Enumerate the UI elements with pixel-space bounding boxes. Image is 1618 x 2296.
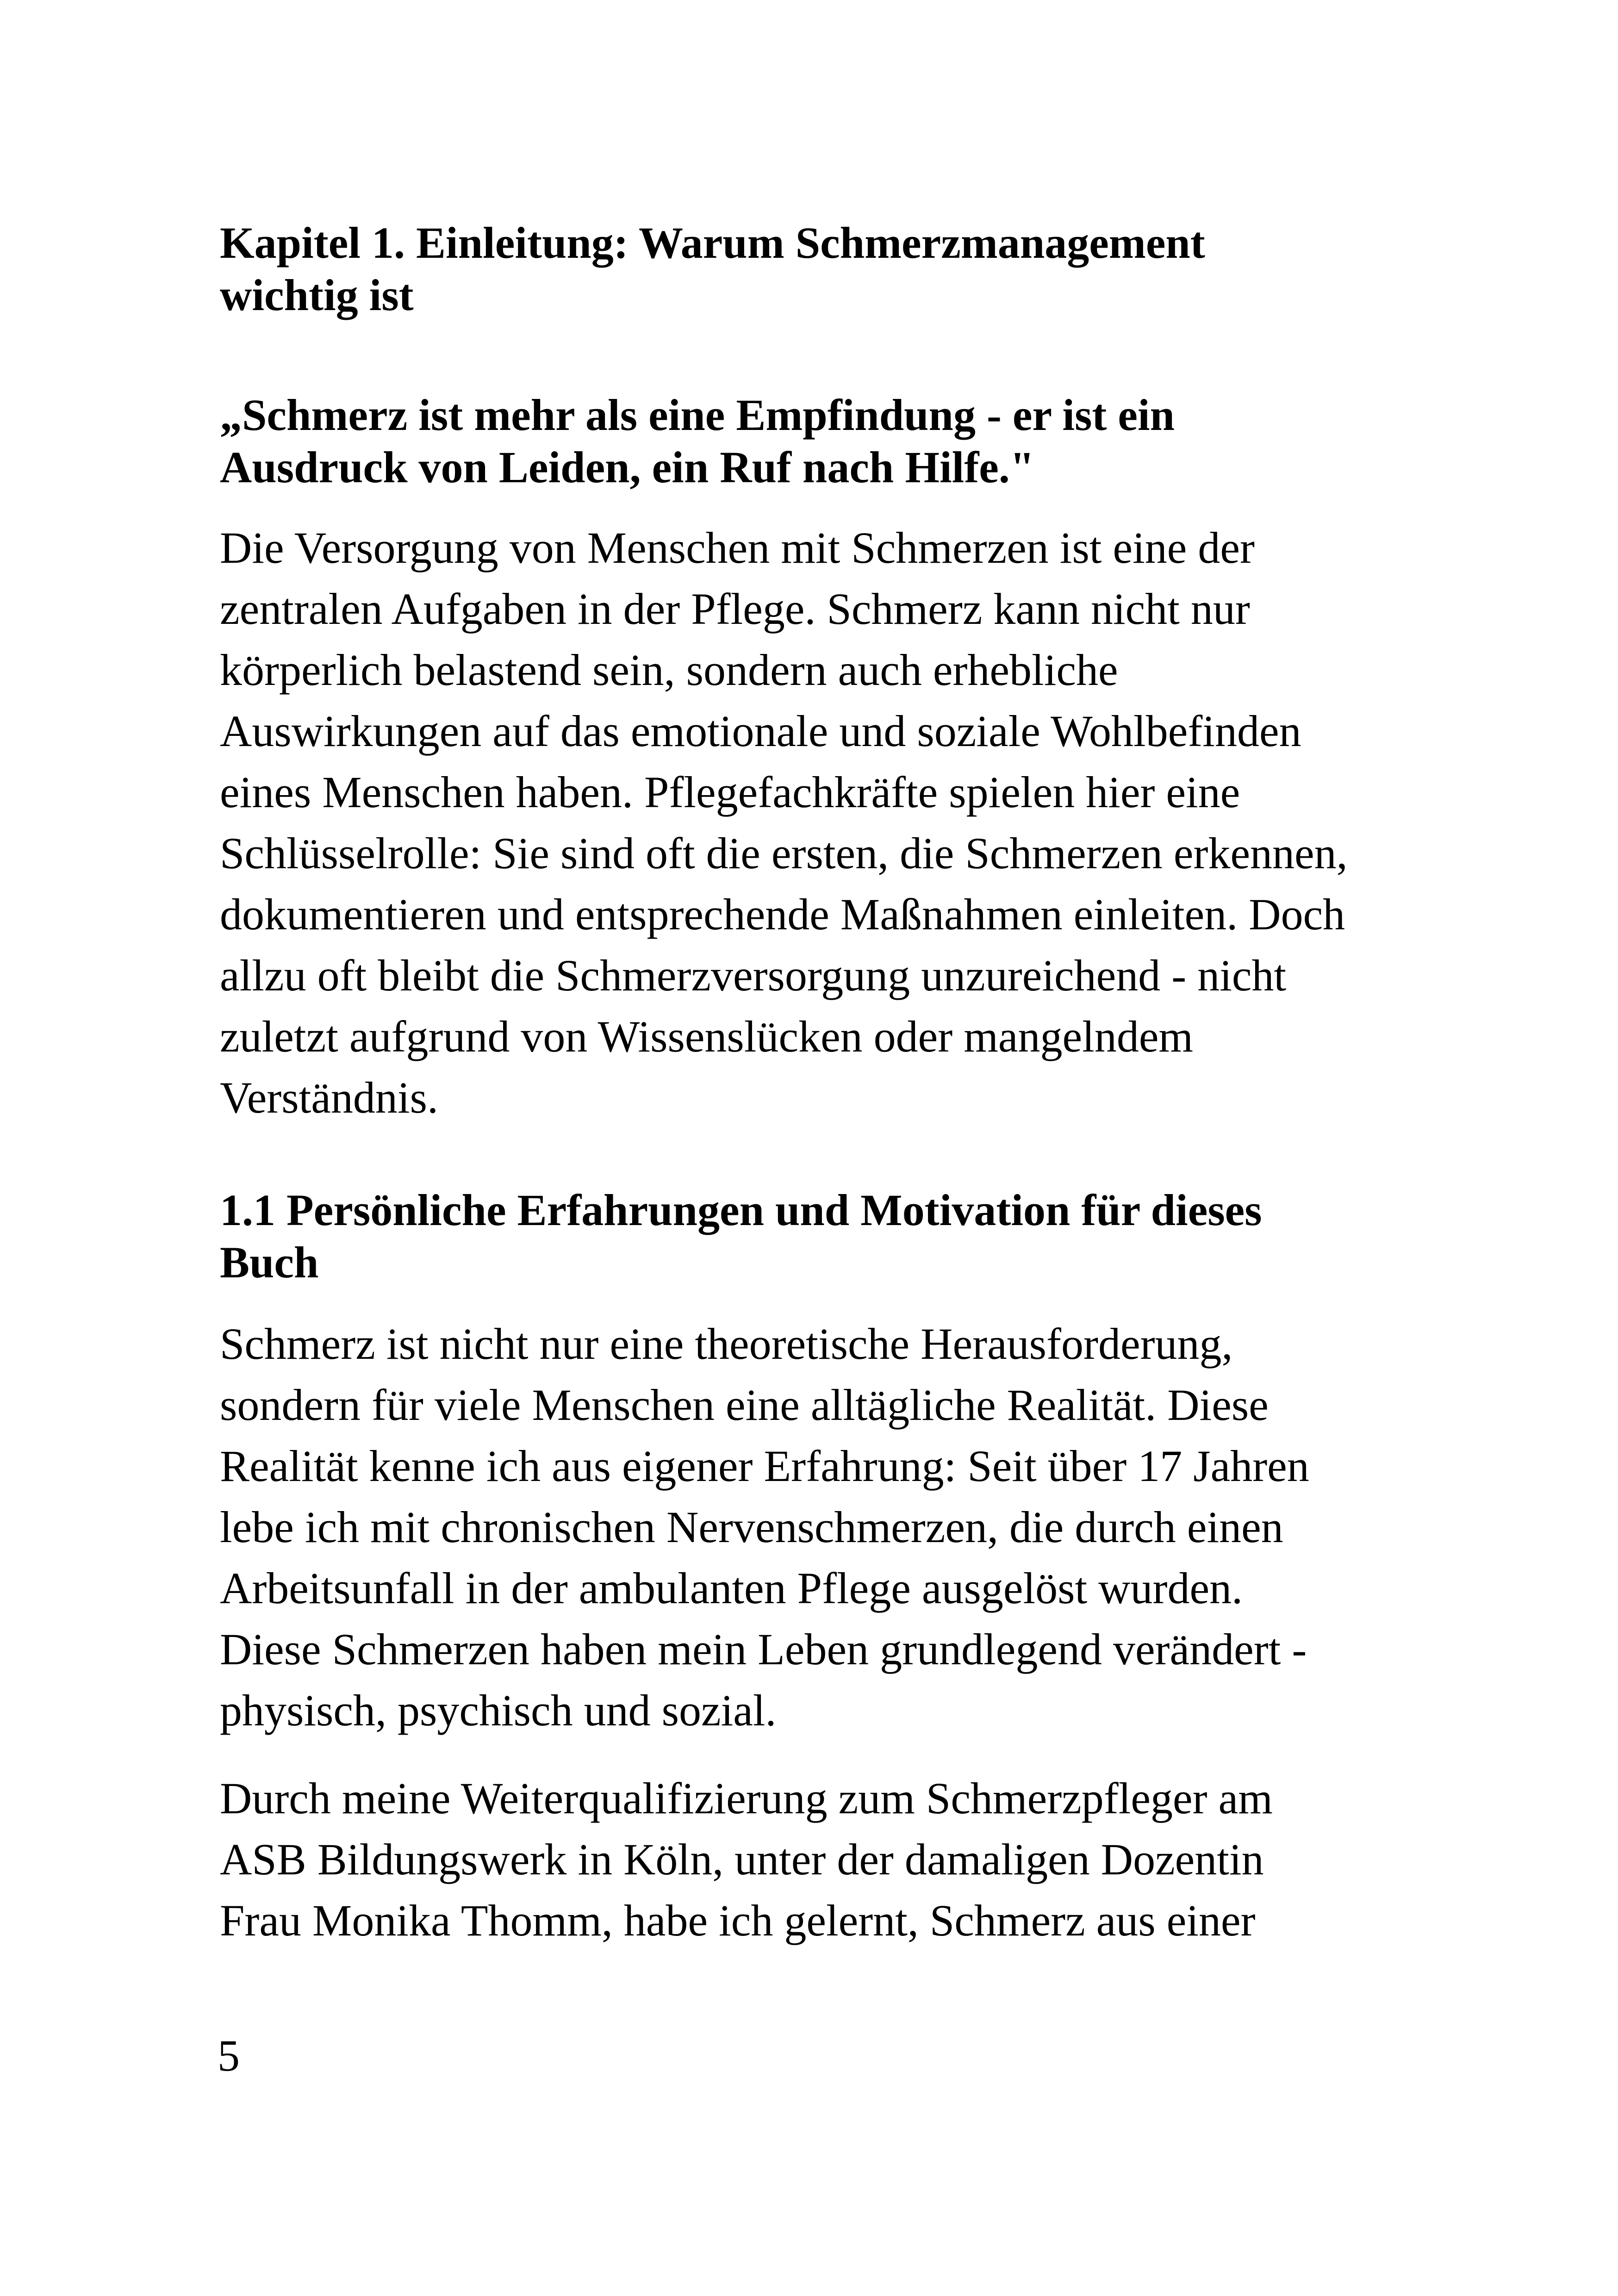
chapter-title	[220, 217, 1423, 321]
page-number: 5	[218, 2031, 240, 2080]
paragraph-line: ASB Bildungswerk in Köln, unter der damaligen Dozentin	[220, 1835, 1264, 1884]
chapter-quote	[220, 389, 1423, 493]
qualification-paragraph	[220, 1768, 1423, 1951]
paragraph-line: Schmerz ist nicht nur eine theoretische Herausforderung,	[220, 1319, 1233, 1369]
paragraph-line: zuletzt aufgrund von Wissenslücken oder mangelndem	[220, 1012, 1194, 1061]
paragraph-line: allzu oft bleibt die Schmerzversorgung unzureichend - nicht	[220, 951, 1287, 1000]
chapter-title-line: Kapitel 1. Einleitung: Warum Schmerzmanagement	[220, 218, 1205, 268]
paragraph-line: Realität kenne ich aus eigener Erfahrung: Seit über 17 Jahren	[220, 1441, 1309, 1491]
chapter-title-line: wichtig ist	[220, 270, 414, 320]
paragraph-line: Die Versorgung von Menschen mit Schmerzen ist eine der	[220, 523, 1255, 572]
paragraph-line: lebe ich mit chronischen Nervenschmerzen, die durch einen	[220, 1502, 1283, 1552]
paragraph-line: eines Menschen haben. Pflegefachkräfte spielen hier eine	[220, 767, 1240, 817]
quote-line: Ausdruck von Leiden, ein Ruf nach Hilfe."	[220, 442, 1035, 492]
paragraph-line: dokumentieren und entsprechende Maßnahmen einleiten. Doch	[220, 890, 1345, 939]
experience-paragraph	[220, 1313, 1423, 1741]
paragraph-line: Verständnis.	[220, 1073, 438, 1122]
paragraph-line: Durch meine Weiterqualifizierung zum Schmerzpfleger am	[220, 1773, 1273, 1823]
section-title-line: Buch	[220, 1238, 319, 1287]
quote-line: „Schmerz ist mehr als eine Empfindung - er ist ein	[220, 390, 1175, 440]
paragraph-line: Frau Monika Thomm, habe ich gelernt, Schmerz aus einer	[220, 1896, 1256, 1945]
paragraph-line: Schlüsselrolle: Sie sind oft die ersten, die Schmerzen erkennen,	[220, 828, 1348, 878]
section-title	[220, 1184, 1423, 1288]
intro-paragraph	[220, 517, 1423, 1128]
paragraph-line: Diese Schmerzen haben mein Leben grundlegend verändert -	[220, 1624, 1307, 1674]
paragraph-line: zentralen Aufgaben in der Pflege. Schmerz kann nicht nur	[220, 584, 1250, 634]
paragraph-line: physisch, psychisch und sozial.	[220, 1686, 777, 1735]
section-title-line: 1.1 Persönliche Erfahrungen und Motivation für dieses	[220, 1185, 1262, 1235]
paragraph-line: Arbeitsunfall in der ambulanten Pflege ausgelöst wurden.	[220, 1563, 1243, 1613]
paragraph-line: Auswirkungen auf das emotionale und soziale Wohlbefinden	[220, 706, 1301, 756]
paragraph-line: sondern für viele Menschen eine alltägliche Realität. Diese	[220, 1380, 1269, 1430]
paragraph-line: körperlich belastend sein, sondern auch erhebliche	[220, 645, 1118, 695]
